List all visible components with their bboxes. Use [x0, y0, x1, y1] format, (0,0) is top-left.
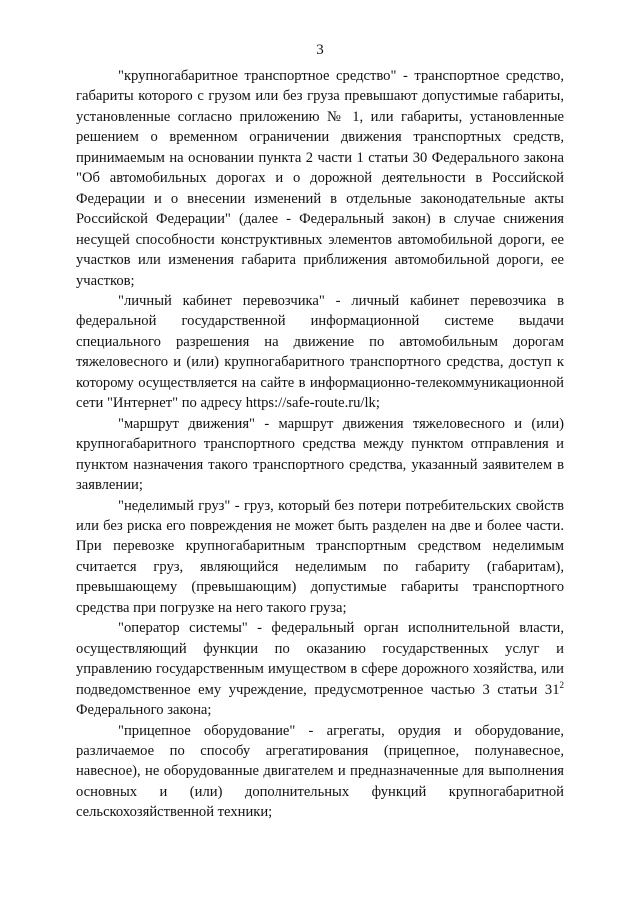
- article-superscript: 2: [559, 679, 564, 690]
- definition-carrier-account: "личный кабинет перевозчика" - личный кабинет перевозчика в федеральной государственной информационной системе выдачи специального разрешения на движение по автомобильным дорогам тяжеловесного и (или) крупногабаритного транспортного средства, доступ к которому осуществляется на сайте в информационно-телекоммуникационной сети "Интернет" по адресу https://safe-route.ru/lk;: [76, 292, 564, 412]
- operator-text-end: Федерального закона;: [76, 702, 212, 719]
- operator-text-main: "оператор системы" - федеральный орган исполнительной власти, осуществляющий функции по оказанию государственных услуг и управлению государственным имуществом в сфере дорожного хозяйства, или подведомственное ему учреждение, предусмотренное частью 3 статьи 31: [76, 620, 564, 698]
- definition-route: "маршрут движения" - маршрут движения тяжеловесного и (или) крупногабаритного транспортного средства между пунктом отправления и пунктом назначения такого транспортного средства, указанный заявителем в заявлении;: [76, 415, 564, 494]
- page-number: 3: [316, 42, 324, 58]
- definition-system-operator: [76, 618, 564, 720]
- definition-trailed-equipment: "прицепное оборудование" - агрегаты, орудия и оборудование, различаемое по способу агрегатирования (прицепное, полунавесное, навесное), не оборудованные двигателем и предназначенные для выполнения основных и (или) дополнительных функций крупногабаритной сельскохозяйственной техники;: [76, 722, 564, 821]
- definition-indivisible-cargo: "неделимый груз" - груз, который без потери потребительских свойств или без риска его повреждения не может быть разделен на две и более части. При перевозке крупногабаритным транспортным средством неделимым считается груз, являющийся неделимым по габариту (габаритам), превышающему (превышающим) допустимые габариты транспортного средства при погрузке на него такого груза;: [76, 497, 564, 616]
- definition-large-vehicle: "крупногабаритное транспортное средство" - транспортное средство, габариты которого с грузом или без груза превышают допустимые габариты, установленные согласно приложению № 1, или габариты, установленные решением о временном ограничении движения транспортных средств, принимаемым на основании пункта 2 части 1 статьи 30 Федерального закона "Об автомобильных дорогах и о дорожной деятельности в Российской Федерации и о внесении изменений в отдельные законодательные акты Российской Федерации" (далее - Федеральный закон) в случае снижения несущей способности конструктивных элементов автомобильной дороги, ее участков или изменения габарита приближения автомобильной дороги, ее участков;: [76, 68, 564, 289]
- document-body: [76, 66, 564, 823]
